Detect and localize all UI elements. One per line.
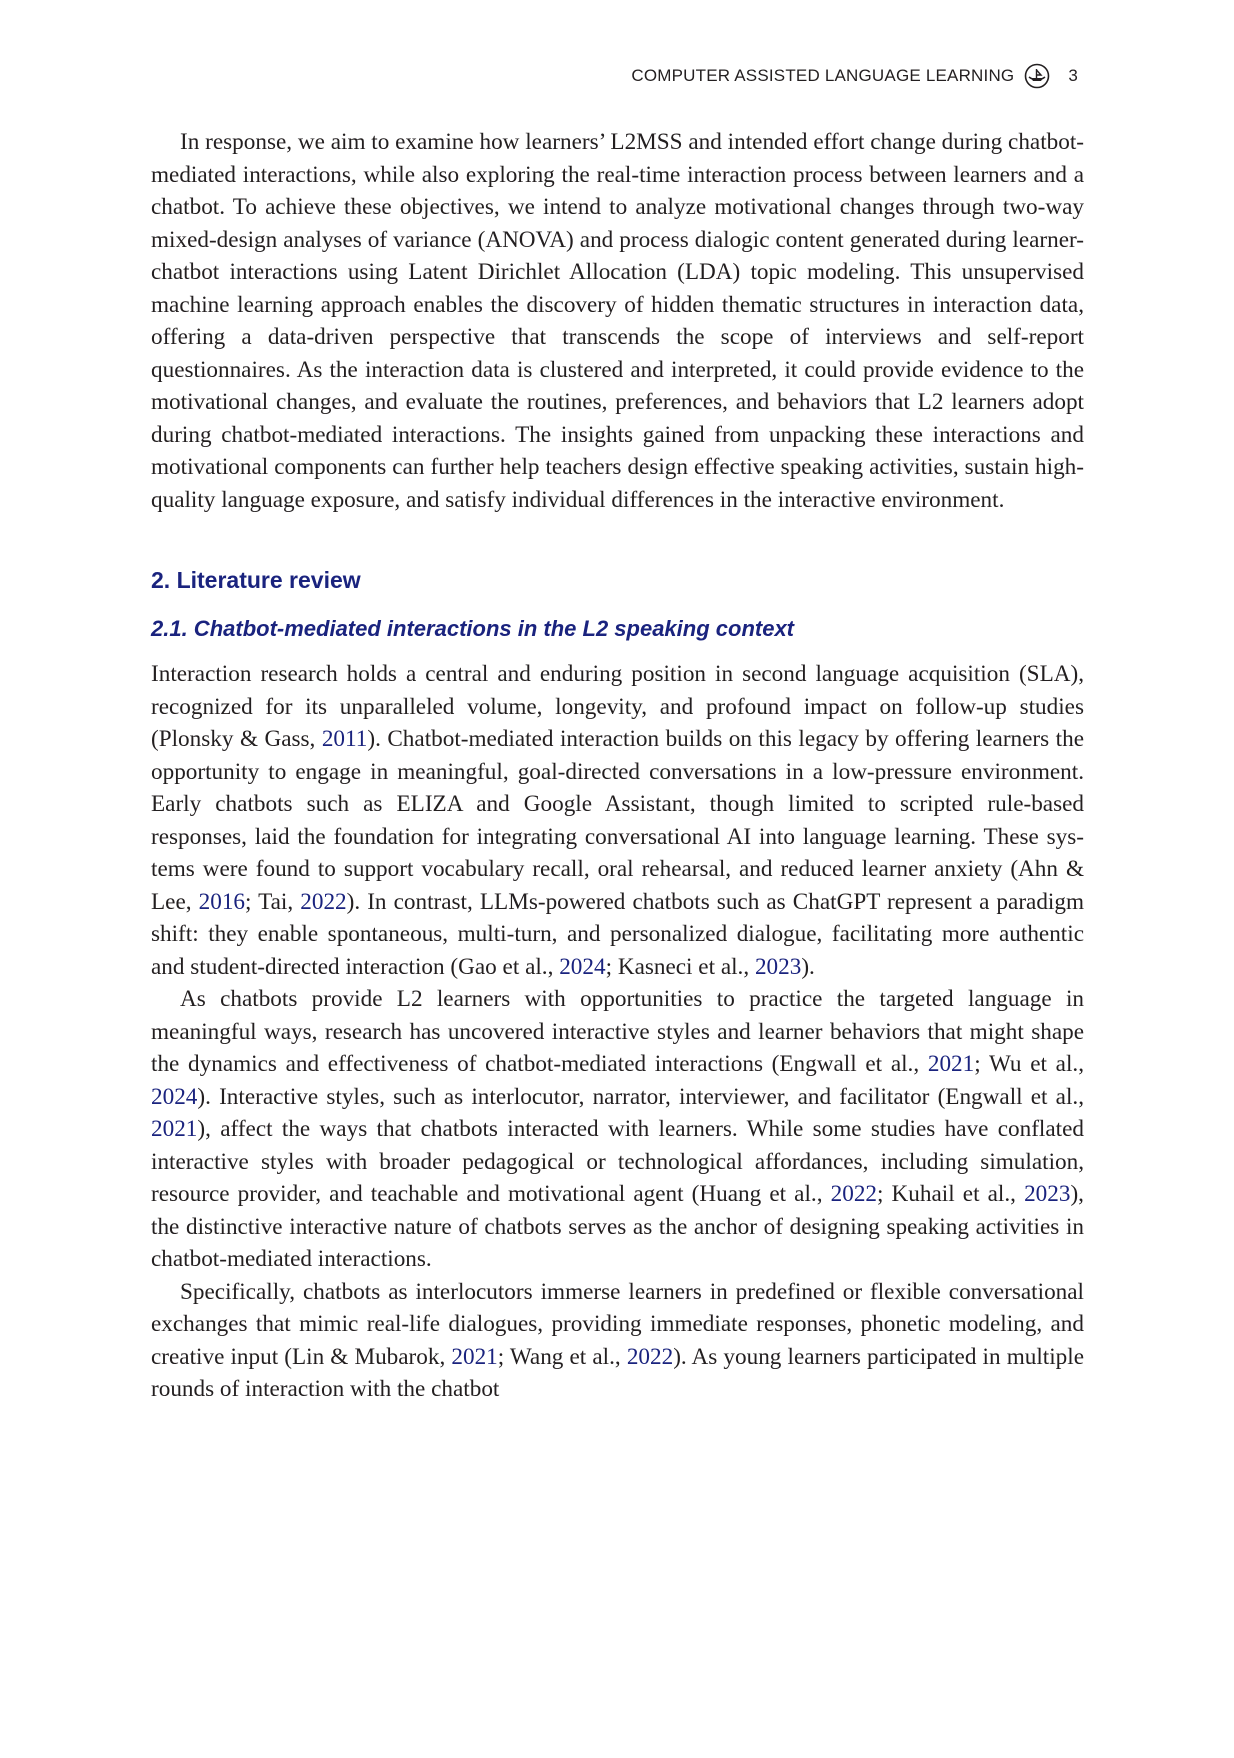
journal-title: COMPUTER ASSISTED LANGUAGE LEARNING [631,66,1015,85]
article-body [151,126,1084,1406]
citation-link[interactable]: 2011 [321,726,368,752]
citation-link[interactable]: 2023 [754,953,802,980]
paragraph-interaction-research: Interaction research holds a central and enduring position in second language acquisition (SLA), recognized for its unparalleled volume, longevity, and profound impact on follow-up studies (Plonsky & Gass, 2011). Chatbot-mediated interaction builds on this legacy by offering learners the opportunity to engage in meaningful, goal-directed conversations in a low-pressure environment. Early chatbots such as ELIZA and Google Assistant, though limited to scripted rule-based responses, laid the foundation for integrating conversational AI into language learning. These systems were found to support vocabulary recall, oral rehearsal, and reduced learner anxiety (Ahn & Lee, 2016; Tai, 2022). In contrast, LLMs-powered chatbots such as ChatGPT represent a paradigm shift: they enable spontaneous, multi-turn, and personalized dialogue, facilitating more authentic and student-directed interaction (Gao et al., 2024; Kasneci et al., 2023). [151,661,1084,980]
citation-link[interactable]: 2021 [927,1051,975,1077]
citation-link[interactable]: 2021 [451,1343,498,1370]
citation-link[interactable]: 2024 [151,1083,198,1110]
paragraph-interactive-styles: As chatbots provide L2 learners with opportunities to practice the targeted language in meaningful ways, research has uncovered interactive styles and learner behaviors that might shape the dynamics and effectiveness of chatbot-mediated interactions (Engwall et al., 2021; Wu et al., 2024). Interactive styles, such as interlocutor, narrator, interviewer, and facilitator (Engwall et al., 2021), affect the ways that chatbots interacted with learners. While some studies have conflated interactive styles with broader pedagogical or technological affordances, including simulation, resource provider, and teachable and motivational agent (Huang et al., 2022; Kuhail et al., 2023), the distinctive interactive nature of chatbots serves as the anchor of designing speaking activities in chatbot-mediated interactions. [151,986,1084,1272]
citation-link[interactable]: 2022 [830,1181,877,1207]
section-heading: 2. Literature review [151,567,361,593]
citation-link[interactable]: 2016 [198,888,245,915]
citation-link[interactable]: 2022 [300,888,347,915]
citation-link[interactable]: 2021 [151,1116,198,1142]
citation-link[interactable]: 2023 [1024,1181,1071,1207]
paragraph-interlocutors: Specifically, chatbots as interlocutors immerse learners in predefined or flexible conversational exchanges that mimic real-life dialogues, providing immediate responses, phonetic modeling, and creative input (Lin & Mubarok, 2021; Wang et al., 2022). As young learners participated in multiple rounds of interaction with the chatbot [151,1278,1084,1402]
page-number: 3 [1068,66,1078,85]
citation-link[interactable]: 2022 [626,1343,674,1370]
subsection-heading: 2.1. Chatbot-mediated interactions in the L2 speaking context [151,616,795,641]
journal-logo-icon [1024,63,1050,89]
citation-link[interactable]: 2024 [559,953,606,980]
intro-paragraph: In response, we aim to examine how learners’ L2MSS and intended effort change during chatbot-mediated interactions, while also exploring the real-time interaction process between learners and a chatbot. To achieve these objectives, we intend to analyze motivational changes through two-way mixed-design analyses of variance (ANOVA) and process dialogic content generated during learner-chatbot interactions using Latent Dirichlet Allocation (LDA) topic modeling. This unsupervised machine learning approach enables the discovery of hidden thematic structures in interaction data, offering a data-driven perspective that transcends the scope of interviews and self-report questionnaires. As the interaction data is clustered and interpreted, it could provide evidence to the motivational changes, and evaluate the routines, preferences, and behaviors that L2 learners adopt during chatbot-mediated interactions. The insights gained from unpacking these interactions and motivational components can further help teachers design effective speaking activities, sustain high-quality language exposure, and satisfy individual differences in the interactive environment. [151,129,1084,513]
running-head [631,63,1078,89]
